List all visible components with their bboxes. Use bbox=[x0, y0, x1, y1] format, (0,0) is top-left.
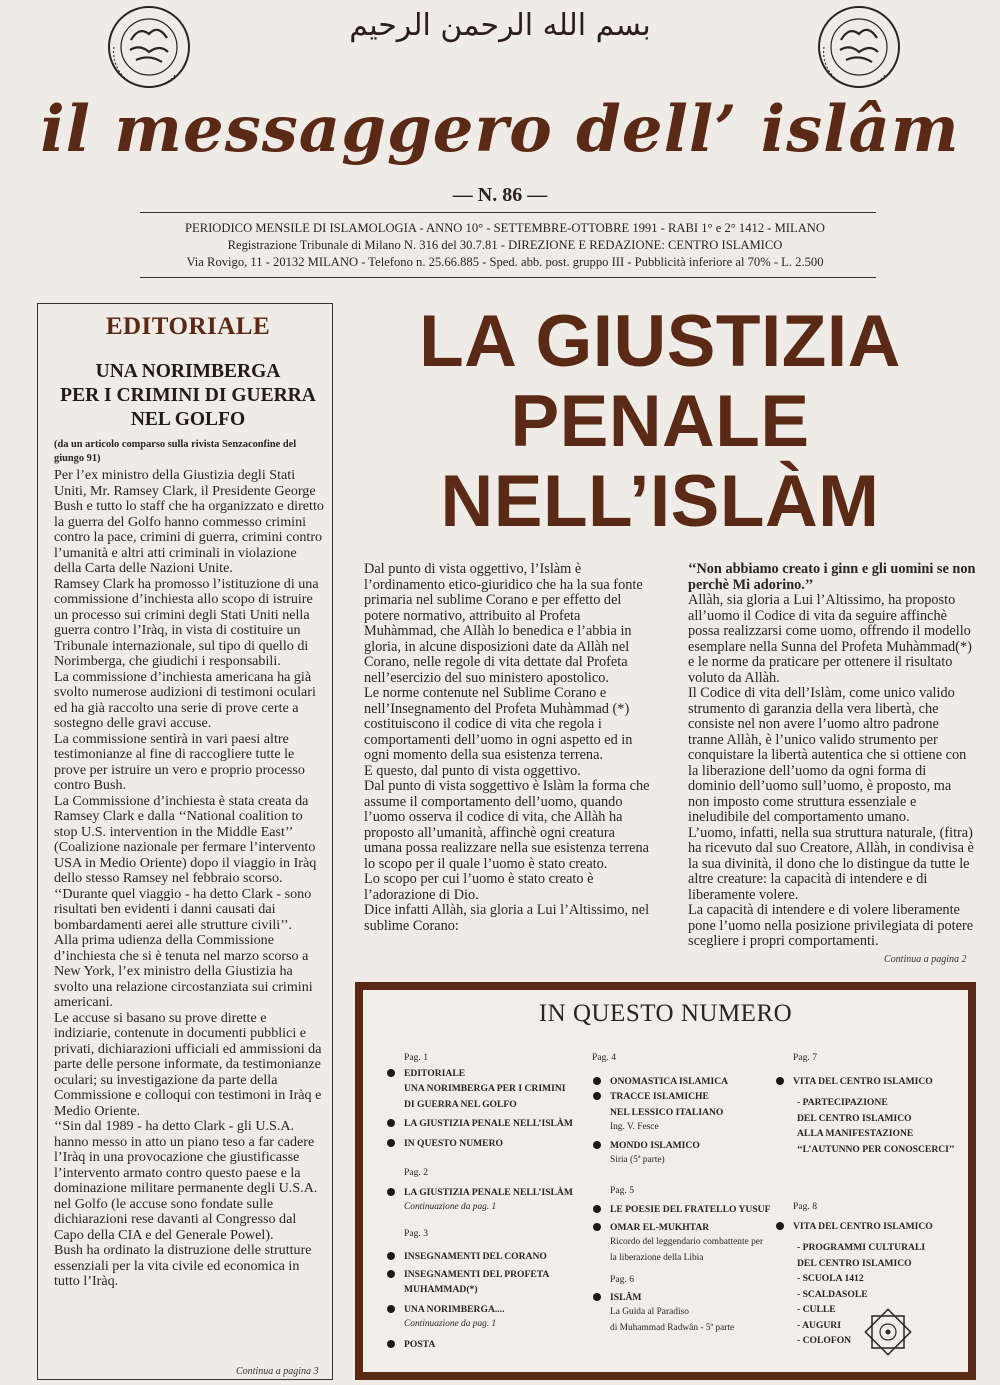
masthead-title: il messaggero dell’ islâm bbox=[40, 92, 960, 167]
editorial-paragraph: La Commissione d’inchiesta è stata creata da Ramsey Clark e dalla ‘‘National coalition to stop U.S. intervention in the Middle East’’ (Coalizione nazionale per fermare l’intervento USA in Medio Oriente) dopo il viaggio in Iràq dello stesso Ramsey nel febbraio scorso. bbox=[54, 792, 317, 886]
editorial-paragraph: Le accuse si basano su prove dirette e indiziarie, contenute in documenti pubblici e privati, dichiarazioni ufficiali ed ammissioni da parte delle persone informate, da testimonianze oculari; su investigazione da parte della Commissione e colloqui con testimoni in Iràq e Medio Oriente. bbox=[54, 1009, 322, 1119]
toc-item-sub: Ricordo del leggendario combattente per bbox=[610, 1237, 764, 1247]
bullet-icon bbox=[387, 1069, 395, 1077]
article-paragraph: Lo scopo per cui l’uomo è stato creato è l’adorazione di Dio. bbox=[364, 871, 594, 903]
bullet-icon bbox=[593, 1092, 601, 1100]
editorial-heading: EDITORIALE bbox=[105, 313, 271, 340]
editorial-title bbox=[40, 360, 336, 432]
article-column-1 bbox=[364, 562, 652, 934]
toc-item-sub: la liberazione della Libia bbox=[610, 1252, 704, 1263]
headline-line: PENALE bbox=[510, 381, 810, 462]
bullet-icon bbox=[387, 1270, 395, 1278]
editorial-paragraph: Ramsey Clark ha promosso l’istituzione di una commissione d’inchiesta allo scopo di istruire un processo sui crimini degli Stati Uniti nella guerra contro l’Iràq, in vista di costituire un Tribunale internazionale, sul tipo di quello di Norimberga, che giudichi i responsabili. bbox=[54, 575, 319, 669]
toc-item[interactable] bbox=[386, 1136, 576, 1152]
toc-item-cont bbox=[386, 1282, 576, 1298]
toc-item[interactable] bbox=[386, 1066, 576, 1082]
toc-page-label: Pag. 7 bbox=[793, 1052, 817, 1063]
article-continua: Continua a pagina 2 bbox=[884, 954, 967, 965]
toc-item[interactable] bbox=[592, 1202, 782, 1218]
toc-page-label: Pag. 2 bbox=[404, 1167, 428, 1178]
bullet-icon bbox=[387, 1340, 395, 1348]
toc-item-label: MONDO ISLAMICO bbox=[610, 1139, 700, 1151]
toc-item-sub: - PARTECIPAZIONE bbox=[797, 1097, 888, 1108]
header-info-line-1: PERIODICO MENSILE DI ISLAMOLOGIA - ANNO 10° - SETTEMBRE-OTTOBRE 1991 - RABI 1° e 2° 1412 - MILANO bbox=[185, 221, 825, 235]
toc-item-label: DI GUERRA NEL GOLFO bbox=[404, 1098, 517, 1110]
header-info-line-3: Via Rovigo, 11 - 20132 MILANO - Telefono n. 25.66.885 - Sped. abb. post. gruppo III - Pubblicità inferiore al 70% - L. 2.500 bbox=[186, 255, 824, 269]
toc-item-label: UNA NORIMBERGA PER I CRIMINI bbox=[404, 1083, 566, 1094]
toc-page-label: Pag. 4 bbox=[592, 1052, 616, 1063]
article-paragraph: Le norme contenute nel Sublime Corano e nell’Insegnamento del Profeta Muhàmmad (*) costituiscono il codice di vita che regola i comportamenti dell’uomo in ogni aspetto ed in ogni momento della sua esistenza terrena. bbox=[364, 685, 633, 763]
toc-page-label: Pag. 3 bbox=[404, 1227, 428, 1239]
article-quote: ‘‘Non abbiamo creato i ginn e gli uomini se non perchè Mi adorino.’’ bbox=[688, 561, 976, 593]
toc-column-3 bbox=[775, 1050, 965, 1349]
editorial-body bbox=[54, 468, 324, 1290]
toc-item-label: TRACCE ISLAMICHE bbox=[610, 1091, 709, 1102]
toc-item-sub: Siria (5ª parte) bbox=[610, 1155, 665, 1165]
toc-item-sub: Ing. V. Fesce bbox=[610, 1122, 659, 1132]
toc-item-cont bbox=[386, 1097, 576, 1113]
toc-item-sub: DEL CENTRO ISLAMICO bbox=[797, 1112, 912, 1124]
toc-item-label: LA GIUSTIZIA PENALE NELL’ISLÀM bbox=[404, 1118, 573, 1129]
toc-item-sub: - COLOFON bbox=[797, 1335, 852, 1346]
toc-item[interactable] bbox=[386, 1267, 576, 1283]
article-paragraph: L’uomo, infatti, nella sua struttura naturale, (fitra) ha ricevuto dal suo Creatore, Allàh, in condivisa è la sua divinità, il dono che lo distingue da tutte le altre creature: la capacità di intendere e di liberamente volere. bbox=[688, 824, 974, 903]
header-rule-bottom bbox=[140, 277, 876, 278]
editorial-title-line: UNA NORIMBERGA bbox=[95, 361, 281, 382]
toc-item-sub: La Guida al Paradiso bbox=[610, 1307, 689, 1317]
toc-item-sub: ALLA MANIFESTAZIONE bbox=[797, 1128, 914, 1139]
toc-column-2 bbox=[592, 1050, 782, 1336]
article-paragraph: Il Codice di vita dell’Islàm, come unico valido strumento di garanzia della vera libertà, che consiste nel non avere l’uomo altro padrone tranne Allàh, è l’unico valido strumento per conquistare la libertà autentica che si ottiene con la liberazione dell’uomo da ogni forma di dominio dell’uomo sull’uomo, è proposto, ma non imposto come struttura essenziale e ineludibile del comportamento umano. bbox=[688, 685, 967, 825]
toc-item-label: INSEGNAMENTI DEL PROFETA bbox=[404, 1268, 550, 1280]
article-paragraph: E questo, dal punto di vista oggettivo. bbox=[364, 762, 581, 779]
article-paragraph: Dal punto di vista soggettivo è Islàm la forma che assume il comportamento dell’uomo, quando l’uomo osserva il codice di vita, che Allàh ha proposto all’umanità, affinchè ogni creatura umana possa realizzare nella sue esistenza terrena lo scopo per il quale l’uomo è stato creato. bbox=[364, 778, 650, 872]
toc-item-sub: - SCUOLA 1412 bbox=[797, 1273, 864, 1284]
toc-item[interactable] bbox=[386, 1337, 576, 1353]
bullet-icon bbox=[593, 1293, 601, 1301]
toc-page-label: Pag. 5 bbox=[610, 1184, 634, 1196]
toc-page-label: Pag. 6 bbox=[610, 1274, 634, 1285]
toc-item[interactable] bbox=[386, 1116, 576, 1132]
toc-item-label: EDITORIALE bbox=[404, 1067, 466, 1079]
toc-item-sub: Continuazione da pag. 1 bbox=[404, 1202, 497, 1212]
toc-item[interactable] bbox=[775, 1074, 965, 1090]
article-paragraph: Allàh, sia gloria a Lui l’Altissimo, ha proposto all’uomo il Codice di vita da seguire affinchè possa realizzarsi come uomo, offrendo il modello esemplare nella Sunna del Profeta Muhàmmad(*) e le norme da praticare per ottenere il risultato voluto da Allàh. bbox=[688, 592, 972, 686]
editorial-source: (da un articolo comparso sulla rivista Senzaconfine del giungo 91) bbox=[54, 439, 297, 464]
article-paragraph: Dal punto di vista oggettivo, l’Islàm è l’ordinamento etico-giuridico che ha la sua fonte primaria nel sublime Corano e per effetto del potere normativo, attribuito al Profeta Muhàmmad, che Allàh lo benedica e l’abbia in gloria, in alcune disposizioni date da Allàh nel Corano, nelle regole di vita dettate dal Profeta nell’esercizio del suo ministero apostolico. bbox=[364, 561, 643, 686]
headline-line: NELL’ISLÀM bbox=[440, 461, 880, 542]
editorial-paragraph: Bush ha ordinato la distruzione delle strutture essenziali per la vita civile ed economica in tutto l’Iràq. bbox=[54, 1242, 312, 1289]
bullet-icon bbox=[387, 1305, 395, 1313]
editorial-paragraph: Alla prima udienza della Commissione d’inchiesta che si è tenuta nel marzo scorso a New York, l’ex ministro della Giustizia ha svolto una relazione circostanziata sui crimini americani. bbox=[54, 932, 313, 1010]
toc-item[interactable] bbox=[592, 1138, 782, 1154]
toc-item-sub: - CULLE bbox=[797, 1304, 836, 1315]
toc-item[interactable] bbox=[386, 1302, 576, 1318]
toc-item-label: NEL LESSICO ITALIANO bbox=[610, 1106, 724, 1118]
basmala: بسم الله الرحمن الرحيم bbox=[349, 8, 651, 43]
editorial-title-line: NEL GOLFO bbox=[130, 409, 246, 430]
toc-item[interactable] bbox=[592, 1089, 782, 1105]
toc-item-sub: DEL CENTRO ISLAMICO bbox=[797, 1257, 912, 1269]
editorial-paragraph: Per l’ex ministro della Giustizia degli Stati Uniti, Mr. Ramsey Clark, il Presidente George Bush e tutto lo staff che ha organizzato e diretto la guerra del Golfo hanno commesso crimini contro la pace, crimini di guerra, crimini contro l’umanità e altri atti criminali in violazione della Carta delle Nazioni Unite. bbox=[54, 467, 324, 576]
toc-item-label: INSEGNAMENTI DEL CORANO bbox=[404, 1251, 547, 1262]
toc-item-sub: - AUGURI bbox=[797, 1319, 841, 1331]
bullet-icon bbox=[593, 1223, 601, 1231]
toc-item[interactable] bbox=[592, 1074, 782, 1090]
header-rule-top bbox=[140, 212, 876, 213]
toc-item-cont bbox=[386, 1081, 576, 1097]
toc-column-1 bbox=[386, 1050, 576, 1352]
issue-number: — N. 86 — bbox=[452, 184, 548, 206]
ornament-icon bbox=[862, 1306, 914, 1358]
toc-item-cont bbox=[592, 1105, 782, 1121]
bullet-icon bbox=[593, 1077, 601, 1085]
article-paragraph: Dice infatti Allàh, sia gloria a Lui l’Altissimo, nel sublime Corano: bbox=[364, 902, 650, 934]
bullet-icon bbox=[387, 1252, 395, 1260]
toc-item-sub: Continuazione da pag. 1 bbox=[404, 1319, 497, 1329]
toc-item-label: LE POESIE DEL FRATELLO YUSUF bbox=[610, 1204, 771, 1215]
toc-item[interactable] bbox=[775, 1219, 965, 1235]
toc-item-sub: - SCALDASOLE bbox=[797, 1288, 868, 1300]
toc-item-label: MUHAMMAD(*) bbox=[404, 1284, 478, 1295]
toc-item-label: POSTA bbox=[404, 1338, 436, 1350]
toc-item-sub: ‘‘L’AUTUNNO PER CONOSCERCI’’ bbox=[797, 1143, 955, 1155]
toc-page-label: Pag. 1 bbox=[404, 1052, 428, 1063]
editorial-paragraph: ‘‘Durante quel viaggio - ha detto Clark - sono risultati ben evidenti i danni causati dai bombardamenti aerei alle strutture civili’’. bbox=[54, 885, 312, 933]
editorial-paragraph: La commissione d’inchiesta americana ha già svolto numerose audizioni di testimoni oculari ed ha già raccolto una serie di prove certe a sostegno delle gravi accuse. bbox=[54, 668, 316, 731]
editorial-paragraph: La commissione sentirà in vari paesi altre testimonianze al fine di raccogliere tutte le prove per istruire un vero e proprio processo contro Bush. bbox=[54, 730, 305, 793]
toc-item[interactable] bbox=[592, 1220, 782, 1236]
toc-heading: IN QUESTO NUMERO bbox=[538, 1000, 793, 1027]
editorial-continua: Continua a pagina 3 bbox=[236, 1366, 319, 1377]
bullet-icon bbox=[387, 1119, 395, 1127]
bullet-icon bbox=[387, 1188, 395, 1196]
bullet-icon bbox=[593, 1205, 601, 1213]
article-column-2 bbox=[688, 562, 976, 950]
bullet-icon bbox=[776, 1077, 784, 1085]
toc-item-label: LA GIUSTIZIA PENALE NELL’ISLÀM bbox=[404, 1186, 573, 1198]
toc-item-label: VITA DEL CENTRO ISLAMICO bbox=[793, 1075, 933, 1087]
bullet-icon bbox=[776, 1222, 784, 1230]
bullet-icon bbox=[593, 1141, 601, 1149]
editorial-title-line: PER I CRIMINI DI GUERRA bbox=[60, 385, 316, 406]
article-paragraph: La capacità di intendere e di volere liberamente pone l’uomo nella posizione privilegiata di potere scegliere i propri comportamenti. bbox=[688, 902, 974, 949]
main-headline bbox=[350, 302, 970, 542]
toc-item-label: UNA NORIMBERGA.... bbox=[404, 1303, 505, 1315]
headline-line: LA GIUSTIZIA bbox=[419, 301, 901, 382]
toc-item-sub: di Muhammad Radwân - 5ª parte bbox=[610, 1322, 735, 1333]
toc-item-label: OMAR EL-MUKHTAR bbox=[610, 1221, 710, 1233]
toc-page-label: Pag. 8 bbox=[793, 1201, 817, 1212]
toc-item-label: VITA DEL CENTRO ISLAMICO bbox=[793, 1220, 933, 1232]
toc-item[interactable] bbox=[386, 1185, 576, 1201]
toc-item-sub: - PROGRAMMI CULTURALI bbox=[797, 1242, 926, 1253]
toc-item[interactable] bbox=[386, 1249, 576, 1265]
editorial-paragraph: ‘‘Sin dal 1989 - ha detto Clark - gli U.S.A. hanno messo in atto un piano teso a far cadere l’Iràq in una provocazione che giustificasse l’intervento armato contro questo paese e la dominazione militare permanente degli U.S.A. nel Golfo (le accuse sono fondate sulle dichiarazioni rese davanti al Congresso dal Capo della CIA e del Generale Powel). bbox=[54, 1118, 318, 1243]
toc-item-label: ISLÂM bbox=[610, 1291, 642, 1303]
bullet-icon bbox=[387, 1139, 395, 1147]
header-info-line-2: Registrazione Tribunale di Milano N. 316 del 30.7.81 - DIREZIONE E REDAZIONE: CENTRO ISLAMICO bbox=[227, 238, 783, 252]
toc-item-label: ONOMASTICA ISLAMICA bbox=[610, 1075, 729, 1087]
toc-item[interactable] bbox=[592, 1290, 782, 1306]
toc-item-label: IN QUESTO NUMERO bbox=[404, 1137, 503, 1149]
